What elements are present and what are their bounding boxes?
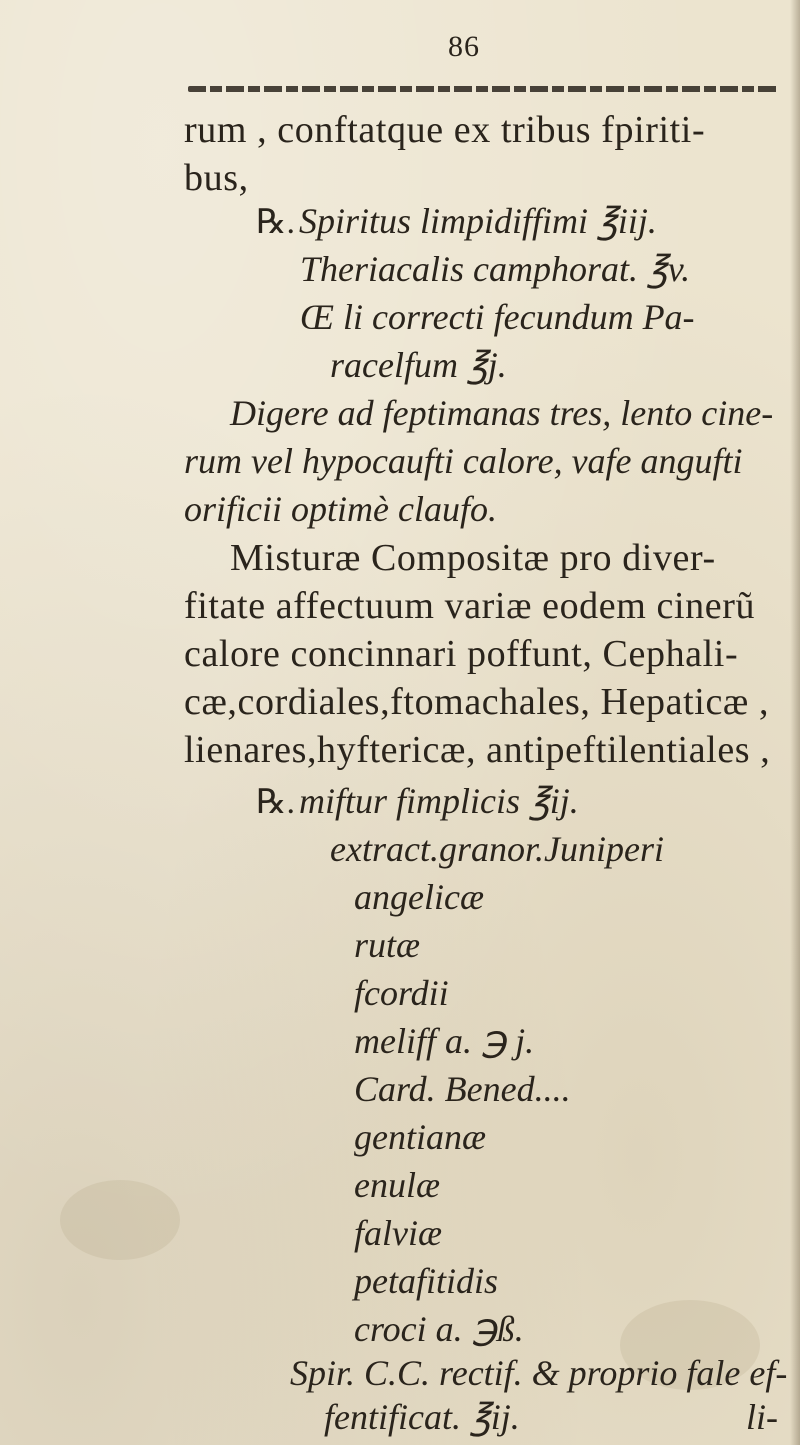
ingredient-9: falviæ [354, 1213, 442, 1253]
recipe-line-3-text: li correcti fecundum Pa- [333, 297, 695, 337]
text-line-12: calore concinnari poffunt, Cephali- [184, 633, 739, 675]
page-edge-shadow [790, 0, 800, 1445]
recipe-line-4: racelfum ℥j. [330, 345, 507, 385]
recipe-symbol: ℞. [256, 204, 295, 241]
recipe-line-3 [300, 296, 695, 338]
recipe-line-2: Theriacalis camphorat. ℥v. [300, 249, 691, 289]
text-line-14: lienares,hyftericæ, antipeftilentiales , [184, 729, 771, 771]
instruction-line-3: orificii optimè claufo. [184, 489, 497, 529]
final-line-1: Spir. C.C. rectif. & proprio fale ef- [290, 1353, 788, 1393]
text-line-11: fitate affectuum variæ eodem cinerũ [184, 585, 756, 627]
ingredient-1: extract.granor.Juniperi [330, 829, 664, 869]
ingredient-4: fcordii [354, 973, 449, 1013]
recipe-line-1 [256, 200, 657, 242]
catchword: li- [746, 1397, 778, 1437]
header-ornament-rule [188, 86, 780, 92]
ingredient-10: petafitidis [354, 1261, 498, 1301]
ingredient-11: croci a. ℈ß. [354, 1309, 524, 1349]
instruction-line-1: Digere ad feptimanas tres, lento cine- [230, 393, 774, 433]
page-number: 86 [448, 30, 480, 63]
text-line-1: rum , conftatque ex tribus fpiriti- [184, 109, 706, 151]
ingredient-3: rutæ [354, 925, 421, 965]
final-line-2: fentificat. ℥ij. [324, 1397, 520, 1437]
ingredient-7: gentianæ [354, 1117, 486, 1157]
oil-symbol: Œ [300, 297, 334, 337]
text-line-2: bus, [184, 157, 249, 199]
text-line-13: cæ,cordiales,ftomachales, Hepaticæ , [184, 681, 770, 723]
ingredient-8: enulæ [354, 1165, 440, 1205]
recipe-symbol-2: ℞. [256, 784, 295, 821]
recipe2-text: miftur fimplicis ℥ij. [298, 781, 579, 821]
section-heading: Misturæ Compositæ pro diver- [230, 537, 716, 579]
ingredient-2: angelicæ [354, 877, 484, 917]
recipe-text: Spiritus limpidiffimi ℥iij. [298, 201, 657, 241]
ingredient-6: Card. Bened.... [354, 1069, 571, 1109]
recipe2-line-1 [256, 780, 579, 822]
instruction-line-2: rum vel hypocaufti calore, vafe angufti [184, 441, 743, 481]
paper-stain [60, 1180, 180, 1260]
ingredient-5: meliff a. ℈ j. [354, 1021, 535, 1061]
